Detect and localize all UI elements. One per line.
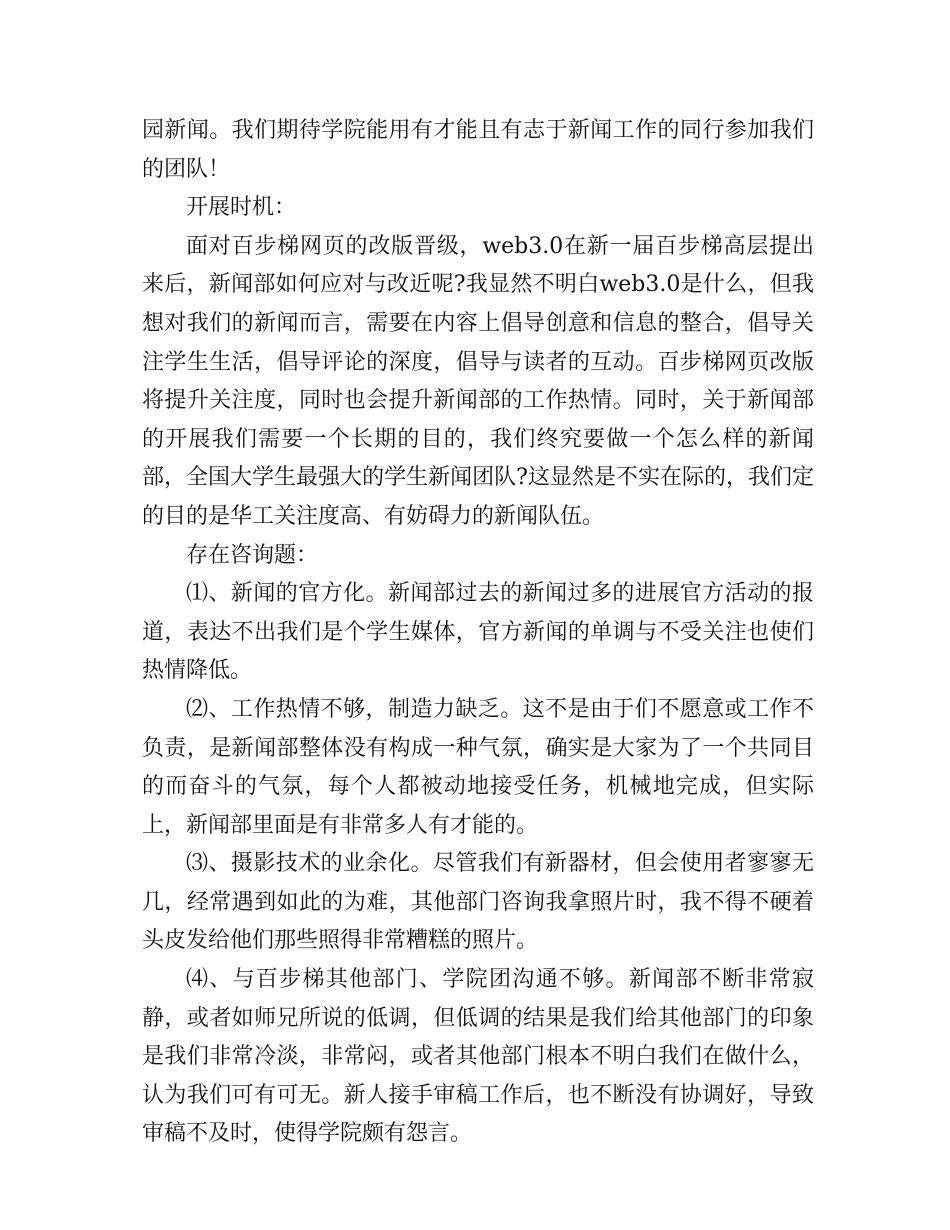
problem-item-4: ⑷、与百步梯其他部门、学院团沟通不够。新闻部不断非常寂静，或者如师兄所说的低调，但低调的结果是我们给其他部门的印象是我们非常冷淡，非常闷，或者其他部门根本不明白我们在做什么，认为我们可有可无。新人接手审稿工作后，也不断没有协调好，导致审稿不及时，使得学院颇有怨言。 xyxy=(142,967,814,1147)
document-body xyxy=(142,112,814,1154)
heading-existing-problems: 存在咨询题： xyxy=(186,542,319,568)
problem-item-3: ⑶、摄影技术的业余化。尽管我们有新器材，但会使用者寥寥无几，经常遇到如此的为难，其他部门咨询我拿照片时，我不得不硬着头皮发给他们那些照得非常糟糕的照片。 xyxy=(142,851,814,954)
problem-item-2: ⑵、工作热情不够，制造力缺乏。这不是由于们不愿意或工作不负责，是新闻部整体没有构成一种气氛，确实是大家为了一个共同目的而奋斗的气氛，每个人都被动地接受任务，机械地完成，但实际上，新闻部里面是有非常多人有才能的。 xyxy=(142,696,814,838)
paragraph-web3-revision: 面对百步梯网页的改版晋级，web3.0在新一届百步梯高层提出来后，新闻部如何应对与改近呢?我显然不明白web3.0是什么，但我想对我们的新闻而言，需要在内容上倡导创意和信息的整合，倡导关注学生生活，倡导评论的深度，倡导与读者的互动。百步梯网页改版将提升关注度，同时也会提升新闻部的工作热情。同时，关于新闻部的开展我们需要一个长期的目的，我们终究要做一个怎么样的新闻部，全国大学生最强大的学生新闻团队?这显然是不实在际的，我们定的目的是华工关注度高、有妨碍力的新闻队伍。 xyxy=(142,233,814,529)
problem-item-1: ⑴、新闻的官方化。新闻部过去的新闻过多的进展官方活动的报道，表达不出我们是个学生媒体，官方新闻的单调与不受关注也使们热情降低。 xyxy=(142,581,814,684)
paragraph-continuation: 园新闻。我们期待学院能用有才能且有志于新闻工作的同行参加我们的团队！ xyxy=(142,118,814,182)
heading-development-timing: 开展时机： xyxy=(186,195,297,221)
